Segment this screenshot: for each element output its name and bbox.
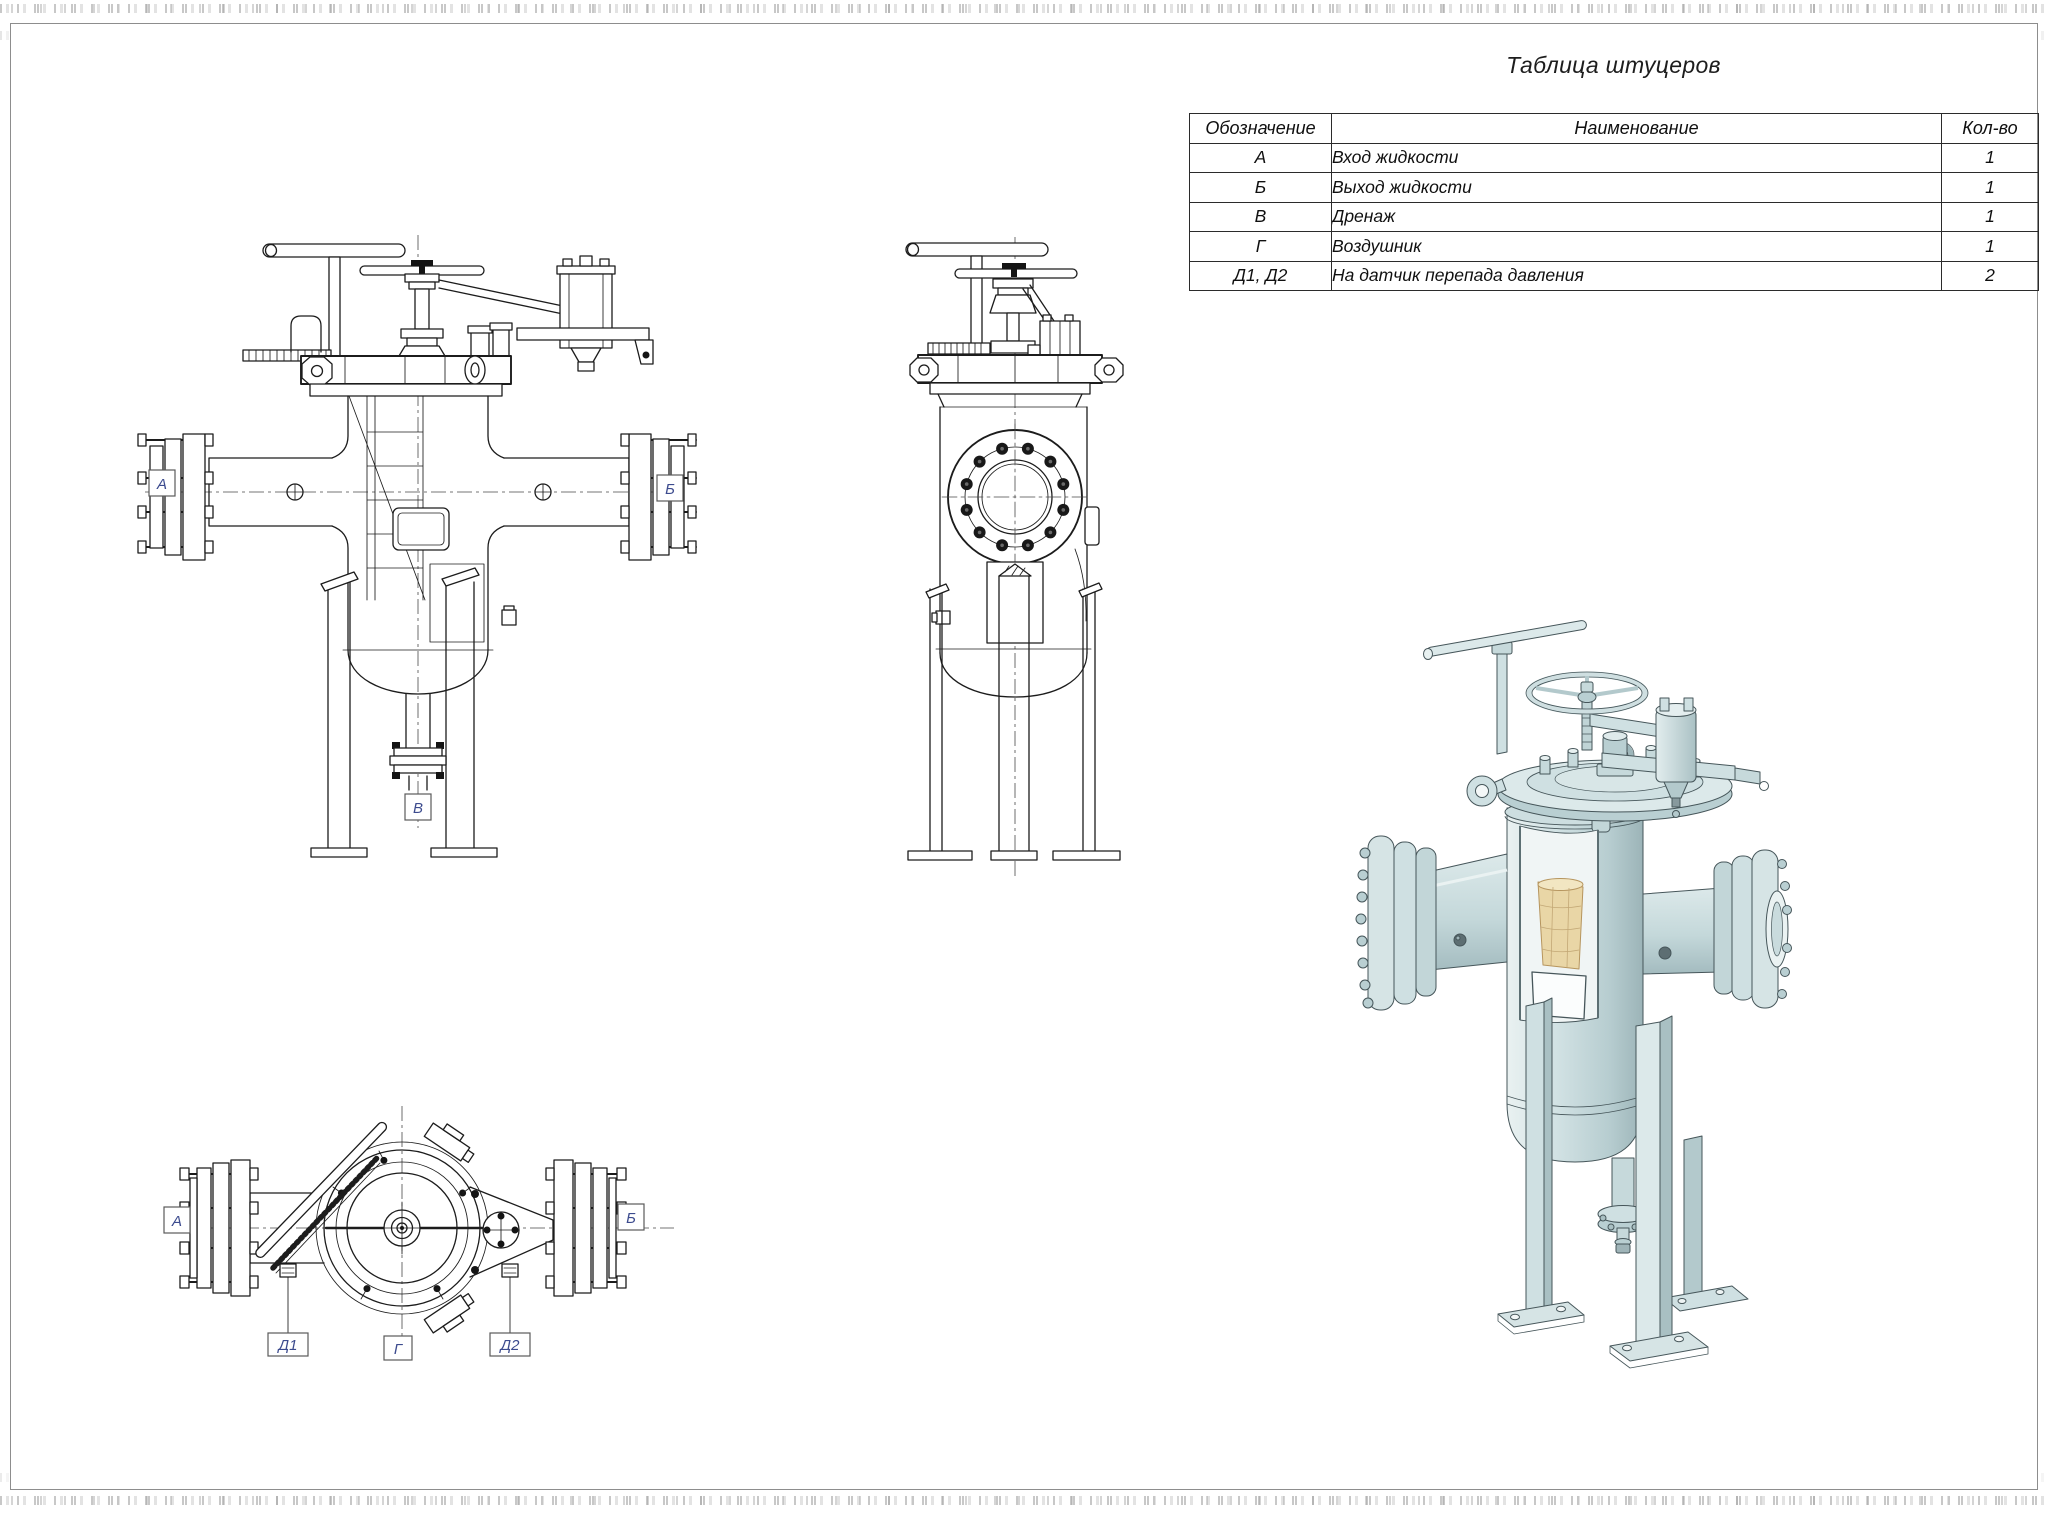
callout-b-label: Б (665, 481, 675, 498)
callout-a (149, 470, 175, 496)
sv-top-mechanism (906, 243, 1080, 361)
fv-vessel-body (332, 396, 516, 694)
callout-b-label: Б (626, 1210, 636, 1227)
scan-artifact-strip-bottom-outer (0, 1496, 2048, 1505)
callout-d1 (268, 1333, 308, 1356)
cell-qty: 1 (1942, 173, 2039, 203)
col-header-designation: Обозначение (1190, 114, 1332, 144)
callout-a (164, 1207, 190, 1233)
fv-nozzle-left (138, 434, 332, 560)
cell-qty: 1 (1942, 202, 2039, 232)
table-row (1190, 261, 2039, 291)
cell-qty: 1 (1942, 232, 2039, 262)
iso-nozzle-right (1643, 850, 1792, 1008)
iso-cover-assembly (1467, 732, 1769, 822)
cell-designation: Г (1190, 232, 1332, 262)
callout-d1-label: Д1 (278, 1337, 298, 1354)
callout-a-label: А (156, 476, 168, 493)
cell-qty: 2 (1942, 261, 2039, 291)
tv-sensor-fittings (280, 1264, 518, 1333)
sv-vessel-body (932, 407, 1099, 697)
table-row (1190, 173, 2039, 203)
cell-name: Дренаж (1332, 202, 1942, 232)
table-row (1190, 202, 2039, 232)
tv-handle-bar (254, 1121, 388, 1273)
iso-view-render (1340, 598, 1990, 1468)
cell-designation: А (1190, 143, 1332, 173)
callout-a-label: А (171, 1213, 183, 1230)
nozzle-table (1189, 113, 2039, 291)
callout-b (657, 475, 683, 501)
fv-cover (301, 356, 511, 396)
cell-qty: 1 (1942, 143, 2039, 173)
iso-nozzle-left (1356, 836, 1507, 1010)
col-header-name: Наименование (1332, 114, 1942, 144)
side-view-drawing (878, 225, 1198, 885)
cell-name: Вход жидкости (1332, 143, 1942, 173)
fv-top-mechanism (243, 244, 653, 371)
iso-t-handle (1424, 620, 1588, 754)
cell-designation: Б (1190, 173, 1332, 203)
callout-g-label: Г (393, 1341, 403, 1358)
callout-v-label: В (412, 800, 424, 817)
cell-designation: В (1190, 202, 1332, 232)
nozzle-table-title: Таблица штуцеров (1506, 52, 1721, 78)
callout-d2-label: Д2 (500, 1337, 520, 1354)
table-row (1190, 143, 2039, 173)
callout-v (405, 794, 431, 820)
cell-designation: Д1, Д2 (1190, 261, 1332, 291)
front-view-drawing (105, 180, 705, 880)
scan-artifact-strip-top-outer (0, 4, 2048, 13)
callout-g (384, 1336, 412, 1360)
callout-b (618, 1204, 644, 1230)
iso-filter-basket-cutaway (1520, 826, 1598, 1023)
cell-name: Выход жидкости (1332, 173, 1942, 203)
callout-d2 (490, 1333, 530, 1356)
fv-legs (311, 564, 497, 857)
iso-leg-back (1664, 1136, 1748, 1311)
plan-view-drawing (130, 1090, 710, 1450)
tv-nozzle-right (470, 1160, 626, 1296)
sv-cover (910, 355, 1123, 407)
cell-name: На датчик перепада давления (1332, 261, 1942, 291)
cell-name: Воздушник (1332, 232, 1942, 262)
col-header-qty: Кол-во (1942, 114, 2039, 144)
table-row (1190, 232, 2039, 262)
table-header-row (1190, 114, 2039, 144)
